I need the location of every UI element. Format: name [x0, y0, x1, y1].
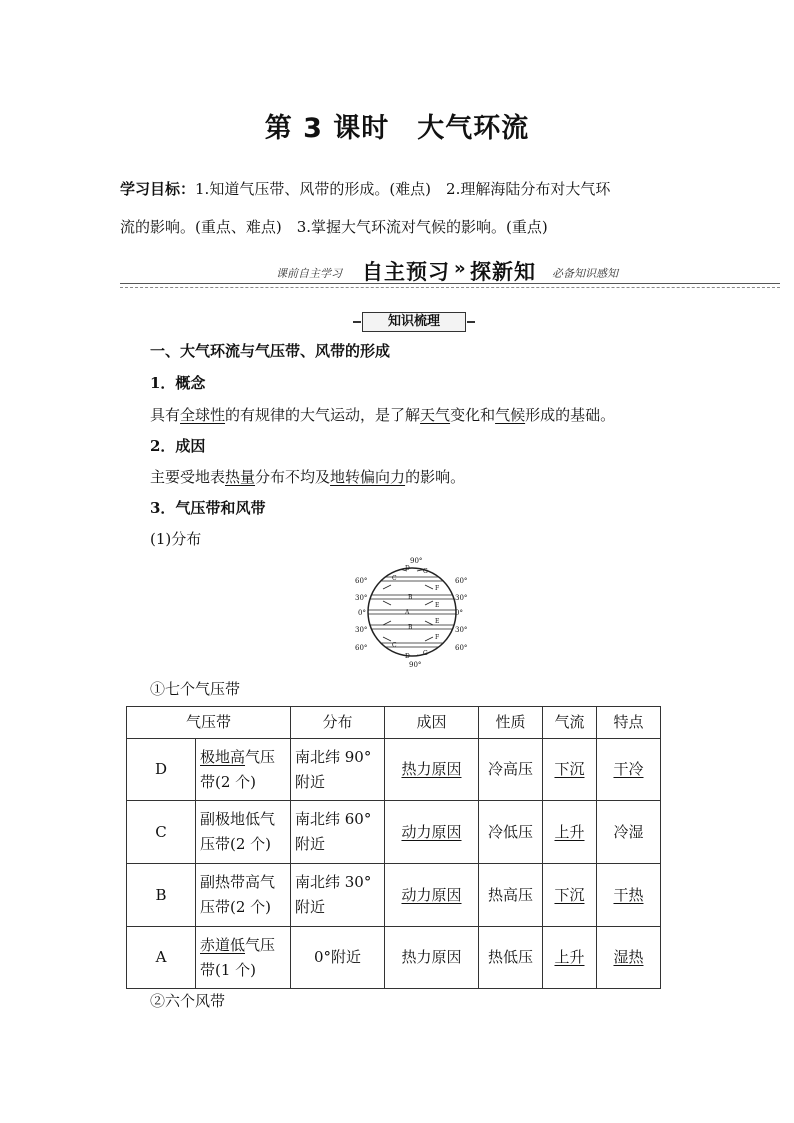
svg-text:E: E — [435, 618, 440, 625]
pressure-belt-table — [126, 706, 661, 989]
item1-text: 具有全球性的有规律的大气运动，是了解天气变化和气候形成的基础。 — [150, 406, 616, 424]
svg-text:A: A — [405, 609, 410, 616]
svg-text:G: G — [423, 568, 428, 575]
heading-1: 一、大气环流与气压带、风带的形成 — [150, 342, 391, 360]
goals-text-1: 1.知道气压带、风带的形成。(难点) 2.理解海陆分布对大气环 — [195, 180, 611, 198]
svg-text:F: F — [435, 585, 440, 592]
svg-text:60°: 60° — [455, 644, 468, 652]
section-banner — [120, 256, 780, 292]
svg-text:30°: 30° — [455, 594, 468, 602]
table-row: C 副极地低气压带(2 个) 南北纬 60°附近 动力原因 冷低压 上升 冷湿 — [127, 801, 661, 864]
page-title: 第 3 课时 大气环流 — [264, 113, 530, 144]
banner-right-text: 必备知识感知 — [552, 267, 618, 280]
label-top: 90° — [410, 557, 423, 565]
svg-text:0°: 0° — [455, 609, 463, 617]
svg-text:60°: 60° — [355, 644, 368, 652]
label-bottom: 90° — [409, 661, 422, 669]
banner-rule-dashed — [120, 287, 780, 288]
item2-text: 主要受地表热量分布不均及地转偏向力的影响。 — [150, 468, 466, 486]
learning-goals-line1 — [120, 170, 680, 208]
table-row: D 极地高气压带(2 个) 南北纬 90°附近 热力原因 冷高压 下沉 干冷 — [127, 739, 661, 801]
svg-text:D: D — [405, 565, 410, 572]
item3-sub: (1)分布 — [150, 530, 202, 548]
svg-text:60°: 60° — [355, 577, 368, 585]
svg-text:30°: 30° — [355, 594, 368, 602]
svg-text:E: E — [435, 602, 440, 609]
pressure-belt-diagram — [355, 555, 470, 670]
banner-left-text: 课前自主学习 — [276, 267, 342, 280]
table-row: B 副热带高气压带(2 个) 南北纬 30°附近 动力原因 热高压 下沉 干热 — [127, 864, 661, 927]
banner-title-a: 自主预习 — [362, 260, 450, 284]
item3-number: 3．气压带和风带 — [150, 499, 266, 517]
banner-rule — [120, 283, 780, 284]
svg-text:B: B — [408, 594, 413, 601]
goals-label: 学习目标： — [120, 180, 196, 198]
table-caption: ①七个气压带 — [150, 680, 241, 698]
table-header-row: 气压带 分布 成因 性质 气流 特点 — [127, 707, 661, 739]
svg-text:30°: 30° — [355, 626, 368, 634]
svg-text:B: B — [408, 624, 413, 631]
svg-text:D: D — [405, 653, 410, 660]
svg-text:F: F — [435, 634, 440, 641]
svg-text:C: C — [392, 642, 397, 649]
banner-arrow-icon: » — [454, 258, 467, 279]
svg-text:60°: 60° — [455, 577, 468, 585]
item2-number: 2．成因 — [150, 437, 206, 455]
table-row: A 赤道低气压带(1 个) 0°附近 热力原因 热低压 上升 湿热 — [127, 927, 661, 989]
item1-number: 1．概念 — [150, 374, 206, 392]
learning-goals-line2: 流的影响。(重点、难点) 3.掌握大气环流对气候的影响。(重点) — [120, 218, 548, 236]
svg-text:C: C — [392, 575, 397, 582]
svg-text:30°: 30° — [455, 626, 468, 634]
svg-text:G: G — [423, 650, 428, 657]
svg-text:0°: 0° — [358, 609, 366, 617]
footer-caption: ②六个风带 — [150, 992, 226, 1010]
section-tag: 知识梳理 — [362, 312, 466, 332]
banner-title-b: 探新知 — [470, 260, 536, 284]
